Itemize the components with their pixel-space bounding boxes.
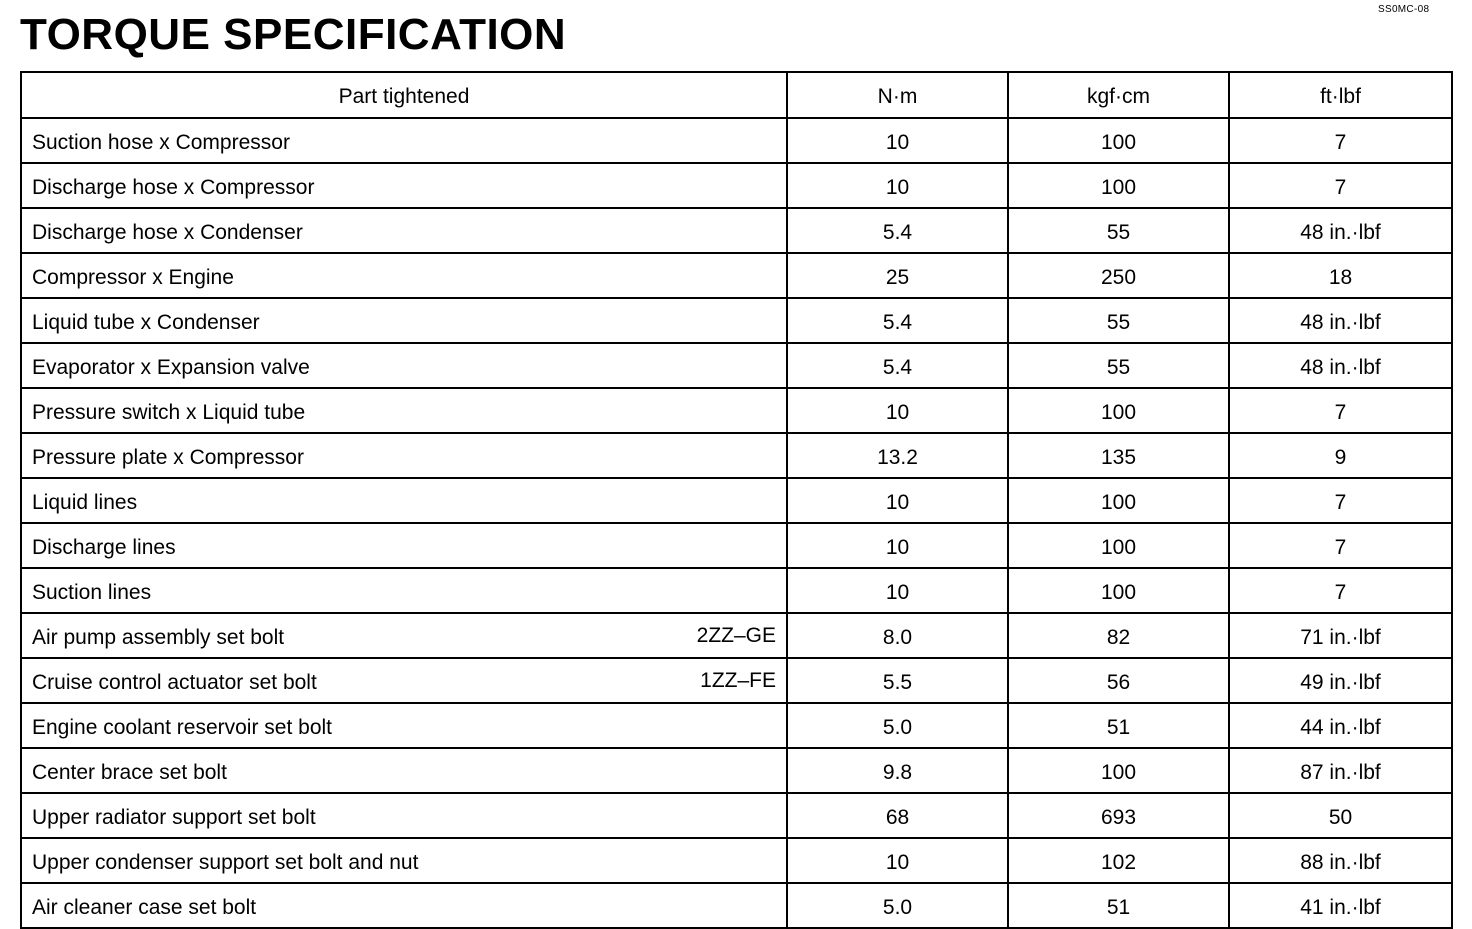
part-cell xyxy=(21,388,787,433)
ft-lbf-value: 7 xyxy=(1229,163,1452,208)
part-name: Upper radiator support set bolt xyxy=(32,805,316,829)
part-name: Liquid lines xyxy=(32,490,138,514)
part-name: Upper condenser support set bolt and nut xyxy=(32,850,419,874)
table-row xyxy=(21,838,1452,883)
ft-lbf-value: 7 xyxy=(1229,118,1452,163)
nm-value: 5.4 xyxy=(787,208,1008,253)
torque-table xyxy=(20,71,1453,929)
engine-code: 1ZZ–FE xyxy=(700,668,776,692)
part-cell xyxy=(21,298,787,343)
table-row xyxy=(21,478,1452,523)
table-row xyxy=(21,703,1452,748)
part-cell xyxy=(21,343,787,388)
part-name: Air cleaner case set bolt xyxy=(32,895,257,919)
part-cell xyxy=(21,163,787,208)
nm-value: 68 xyxy=(787,793,1008,838)
part-name: Discharge hose x Condenser xyxy=(32,220,303,244)
kgf-cm-value: 100 xyxy=(1008,568,1229,613)
kgf-cm-value: 51 xyxy=(1008,703,1229,748)
kgf-cm-value: 51 xyxy=(1008,883,1229,928)
part-name: Discharge lines xyxy=(32,535,176,559)
part-cell xyxy=(21,568,787,613)
ft-lbf-value: 18 xyxy=(1229,253,1452,298)
nm-value: 10 xyxy=(787,118,1008,163)
part-cell xyxy=(21,793,787,838)
kgf-cm-value: 100 xyxy=(1008,388,1229,433)
ft-lbf-value: 7 xyxy=(1229,388,1452,433)
ft-lbf-value: 48 in.·lbf xyxy=(1229,208,1452,253)
part-cell xyxy=(21,838,787,883)
part-name: Pressure switch x Liquid tube xyxy=(32,400,306,424)
header-nm: N·m xyxy=(787,72,1008,118)
header-ft-lbf: ft·lbf xyxy=(1229,72,1452,118)
ft-lbf-value: 41 in.·lbf xyxy=(1229,883,1452,928)
nm-value: 13.2 xyxy=(787,433,1008,478)
table-row xyxy=(21,793,1452,838)
nm-value: 10 xyxy=(787,568,1008,613)
kgf-cm-value: 55 xyxy=(1008,343,1229,388)
table-row xyxy=(21,523,1452,568)
kgf-cm-value: 693 xyxy=(1008,793,1229,838)
table-row xyxy=(21,388,1452,433)
table-row xyxy=(21,568,1452,613)
part-name: Compressor x Engine xyxy=(32,265,234,289)
header-part-tightened: Part tightened xyxy=(21,72,787,118)
part-name: Engine coolant reservoir set bolt xyxy=(32,715,332,739)
page-code: SS0MC-08 xyxy=(1378,4,1430,15)
ft-lbf-value: 7 xyxy=(1229,523,1452,568)
kgf-cm-value: 102 xyxy=(1008,838,1229,883)
table-row xyxy=(21,658,1452,703)
part-cell xyxy=(21,658,787,703)
table-row xyxy=(21,298,1452,343)
part-name: Cruise control actuator set bolt xyxy=(32,670,317,694)
ft-lbf-value: 48 in.·lbf xyxy=(1229,343,1452,388)
part-cell xyxy=(21,748,787,793)
table-body xyxy=(21,118,1452,928)
part-name: Evaporator x Expansion valve xyxy=(32,355,310,379)
part-cell xyxy=(21,253,787,298)
part-cell xyxy=(21,613,787,658)
ft-lbf-value: 88 in.·lbf xyxy=(1229,838,1452,883)
table-row xyxy=(21,343,1452,388)
table-row xyxy=(21,208,1452,253)
nm-value: 5.0 xyxy=(787,883,1008,928)
part-cell xyxy=(21,703,787,748)
nm-value: 25 xyxy=(787,253,1008,298)
engine-code: 2ZZ–GE xyxy=(696,623,776,647)
table-row xyxy=(21,118,1452,163)
table-row xyxy=(21,433,1452,478)
kgf-cm-value: 55 xyxy=(1008,208,1229,253)
ft-lbf-value: 87 in.·lbf xyxy=(1229,748,1452,793)
part-name: Air pump assembly set bolt xyxy=(32,625,285,649)
nm-value: 5.4 xyxy=(787,343,1008,388)
kgf-cm-value: 100 xyxy=(1008,523,1229,568)
kgf-cm-value: 250 xyxy=(1008,253,1229,298)
table-row xyxy=(21,748,1452,793)
nm-value: 5.5 xyxy=(787,658,1008,703)
kgf-cm-value: 100 xyxy=(1008,118,1229,163)
part-name: Suction lines xyxy=(32,580,152,604)
ft-lbf-value: 49 in.·lbf xyxy=(1229,658,1452,703)
part-name: Center brace set bolt xyxy=(32,760,227,784)
part-cell xyxy=(21,433,787,478)
header-kgf-cm: kgf·cm xyxy=(1008,72,1229,118)
part-cell xyxy=(21,208,787,253)
part-cell xyxy=(21,523,787,568)
ft-lbf-value: 50 xyxy=(1229,793,1452,838)
nm-value: 10 xyxy=(787,838,1008,883)
nm-value: 10 xyxy=(787,478,1008,523)
ft-lbf-value: 71 in.·lbf xyxy=(1229,613,1452,658)
kgf-cm-value: 82 xyxy=(1008,613,1229,658)
kgf-cm-value: 55 xyxy=(1008,298,1229,343)
part-name: Suction hose x Compressor xyxy=(32,130,290,154)
nm-value: 8.0 xyxy=(787,613,1008,658)
kgf-cm-value: 100 xyxy=(1008,748,1229,793)
kgf-cm-value: 100 xyxy=(1008,478,1229,523)
kgf-cm-value: 100 xyxy=(1008,163,1229,208)
part-name: Liquid tube x Condenser xyxy=(32,310,260,334)
nm-value: 5.0 xyxy=(787,703,1008,748)
page-title: TORQUE SPECIFICATION xyxy=(20,10,567,59)
part-cell xyxy=(21,478,787,523)
nm-value: 10 xyxy=(787,523,1008,568)
part-cell xyxy=(21,118,787,163)
kgf-cm-value: 56 xyxy=(1008,658,1229,703)
nm-value: 5.4 xyxy=(787,298,1008,343)
part-name: Discharge hose x Compressor xyxy=(32,175,315,199)
ft-lbf-value: 48 in.·lbf xyxy=(1229,298,1452,343)
nm-value: 10 xyxy=(787,163,1008,208)
ft-lbf-value: 9 xyxy=(1229,433,1452,478)
table-row xyxy=(21,613,1452,658)
table-header-row xyxy=(21,72,1452,118)
kgf-cm-value: 135 xyxy=(1008,433,1229,478)
ft-lbf-value: 7 xyxy=(1229,568,1452,613)
nm-value: 9.8 xyxy=(787,748,1008,793)
nm-value: 10 xyxy=(787,388,1008,433)
table-row xyxy=(21,163,1452,208)
ft-lbf-value: 44 in.·lbf xyxy=(1229,703,1452,748)
ft-lbf-value: 7 xyxy=(1229,478,1452,523)
part-name: Pressure plate x Compressor xyxy=(32,445,304,469)
table-row xyxy=(21,253,1452,298)
